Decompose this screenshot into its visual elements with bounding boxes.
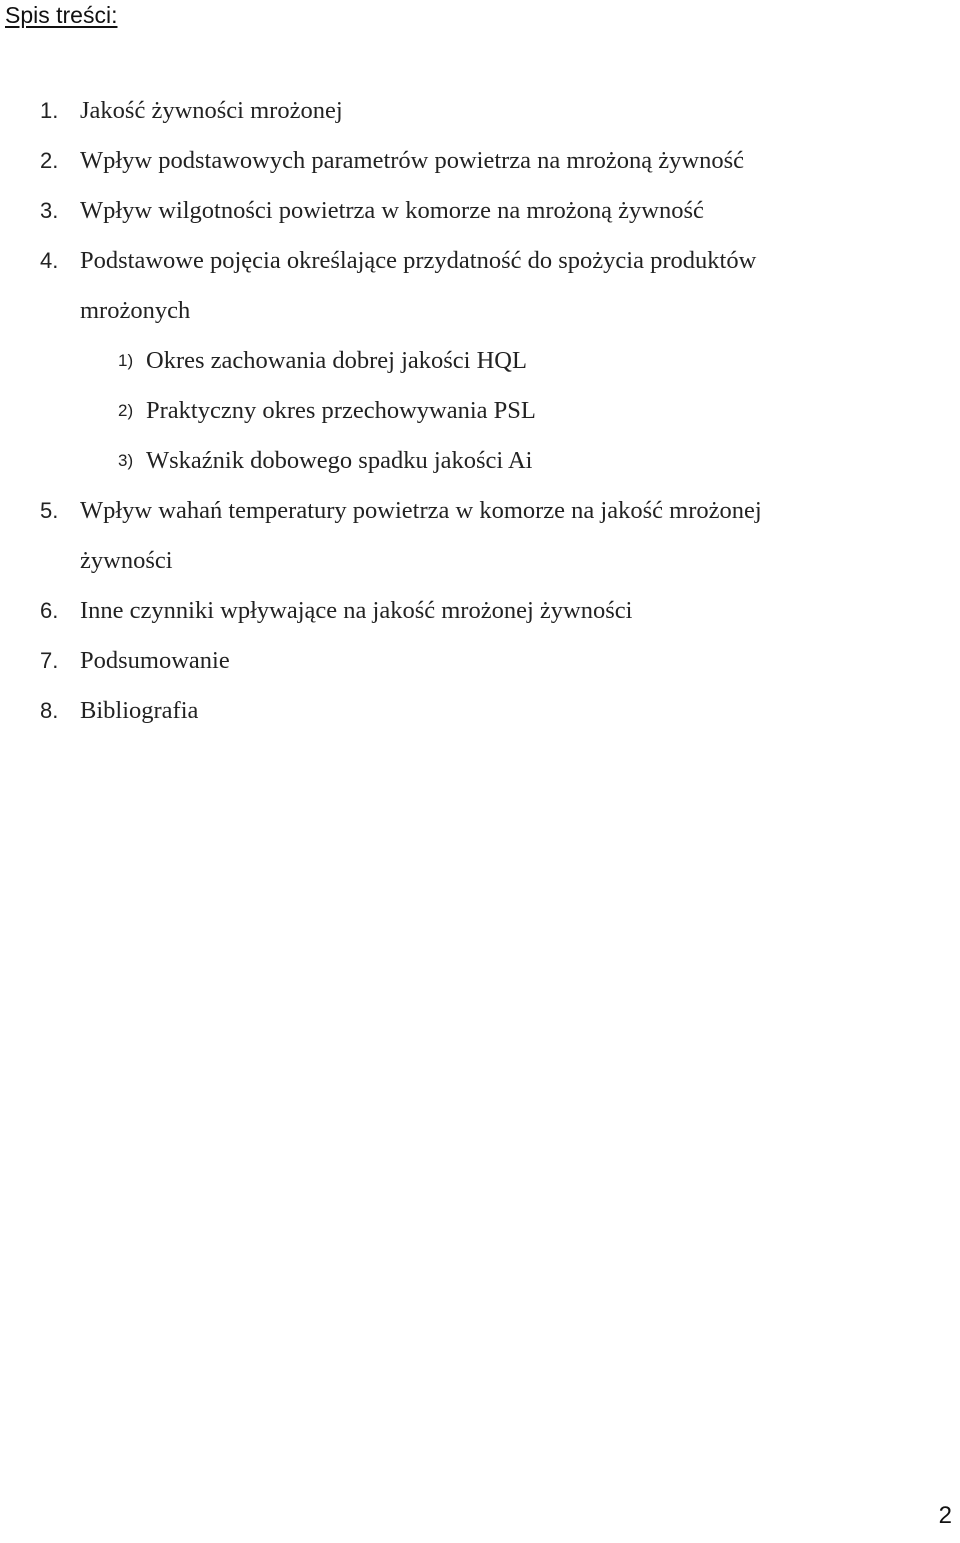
toc-item-5: [0, 486, 940, 536]
toc-subitem-4-3: [0, 436, 940, 486]
toc-heading: Spis treści:: [5, 2, 118, 28]
toc-subitem-text: Okres zachowania dobrej jakości HQL: [146, 347, 527, 374]
table-of-contents: [0, 86, 940, 736]
toc-item-text: Podstawowe pojęcia określające przydatność do spożycia produktów: [80, 247, 757, 274]
toc-subitem-number: 3): [118, 451, 134, 470]
toc-subitem-number: 1): [118, 351, 134, 370]
page-number: 2: [938, 1502, 952, 1529]
toc-item-text: Podsumowanie: [80, 647, 230, 674]
toc-item-number: 3.: [40, 198, 59, 223]
toc-item-number: 8.: [40, 698, 59, 723]
toc-item-number: 4.: [40, 248, 59, 273]
toc-item-text-continuation: mrożonych: [80, 297, 191, 324]
toc-item-4: [0, 236, 940, 286]
toc-item-text: Bibliografia: [80, 697, 199, 724]
toc-item-3: [0, 186, 940, 236]
toc-item-1: [0, 86, 940, 136]
toc-subitem-4-2: [0, 386, 940, 436]
toc-item-6: [0, 586, 940, 636]
toc-item-text-continuation: żywności: [80, 547, 173, 574]
toc-item-number: 6.: [40, 598, 59, 623]
toc-item-text: Inne czynniki wpływające na jakość mrożonej żywności: [80, 597, 633, 624]
toc-item-8: [0, 686, 940, 736]
toc-item-text: Wpływ podstawowych parametrów powietrza na mrożoną żywność: [80, 147, 745, 174]
toc-subitem-number: 2): [118, 401, 134, 420]
toc-item-number: 5.: [40, 498, 59, 523]
toc-item-4-continuation: [0, 286, 940, 336]
toc-item-number: 2.: [40, 148, 59, 173]
toc-subitem-text: Praktyczny okres przechowywania PSL: [146, 397, 536, 424]
toc-subitem-4-1: [0, 336, 940, 386]
toc-item-number: 7.: [40, 648, 59, 673]
toc-item-text: Jakość żywności mrożonej: [80, 97, 343, 124]
toc-item-text: Wpływ wahań temperatury powietrza w komorze na jakość mrożonej: [80, 497, 762, 524]
toc-item-5-continuation: [0, 536, 940, 586]
toc-subitem-text: Wskaźnik dobowego spadku jakości Ai: [146, 447, 533, 474]
toc-item-text: Wpływ wilgotności powietrza w komorze na mrożoną żywność: [80, 197, 704, 224]
toc-item-2: [0, 136, 940, 186]
toc-item-number: 1.: [40, 98, 59, 123]
toc-item-7: [0, 636, 940, 686]
